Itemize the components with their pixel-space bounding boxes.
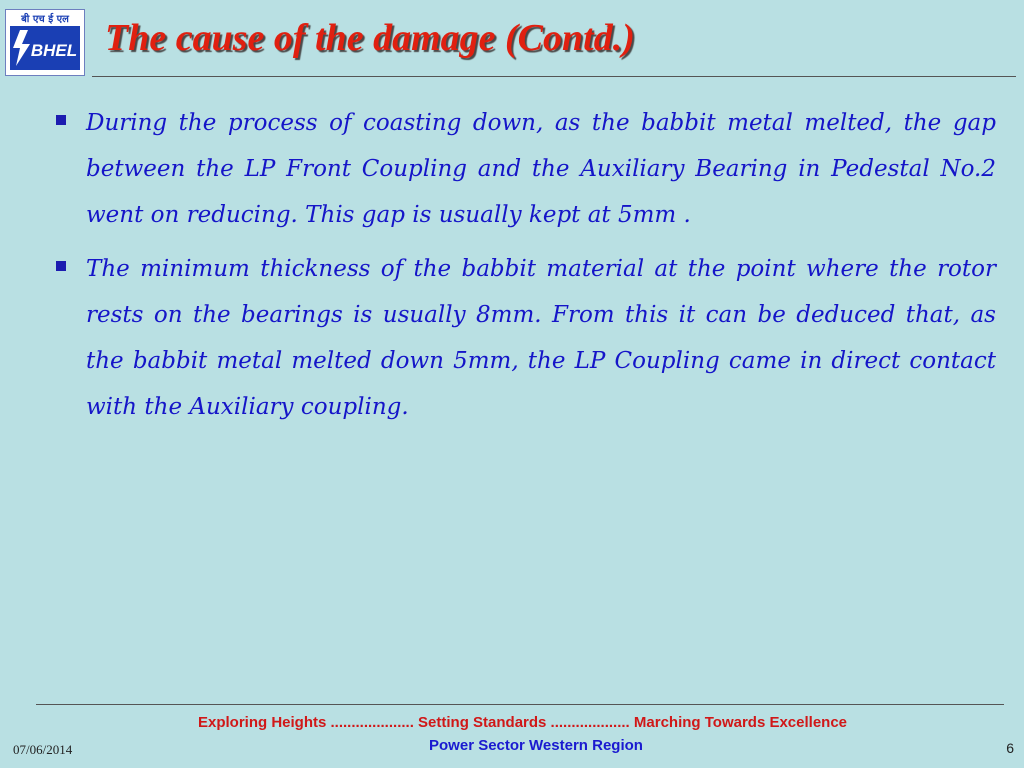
title-divider (92, 76, 1016, 77)
bullet-list (52, 100, 996, 438)
bullet-text: During the process of coasting down, as the babbit metal melted, the gap between the LP Front Coupling and the Auxiliary Bearing in Pedestal No.2 went on reducing. This gap is usually kept at 5mm . (86, 110, 996, 228)
footer-tagline: Exploring Heights .................... Setting Standards ................... Marching Towards Excellence (198, 714, 848, 731)
square-bullet-icon (56, 261, 66, 271)
bullet-item (52, 100, 996, 238)
footer-divider (36, 704, 1004, 705)
footer-region: Power Sector Western Region (429, 737, 643, 754)
footer-date: 07/06/2014 (13, 742, 73, 757)
square-bullet-icon (56, 115, 66, 125)
slide-title: The cause of the damage (Contd.) (105, 17, 635, 59)
bullet-item (52, 246, 996, 430)
bhel-logo (5, 9, 85, 76)
logo-hindi-text: बी एच ई एल (21, 14, 69, 25)
page-number: 6 (1006, 740, 1014, 756)
bullet-text: The minimum thickness of the babbit material at the point where the rotor rests on the bearings is usually 8mm. From this it can be deduced that, as the babbit metal melted down 5mm, the LP Coupling came in direct contact with the Auxiliary coupling. (86, 256, 996, 420)
logo-brand-text: BHEL (30, 41, 78, 60)
